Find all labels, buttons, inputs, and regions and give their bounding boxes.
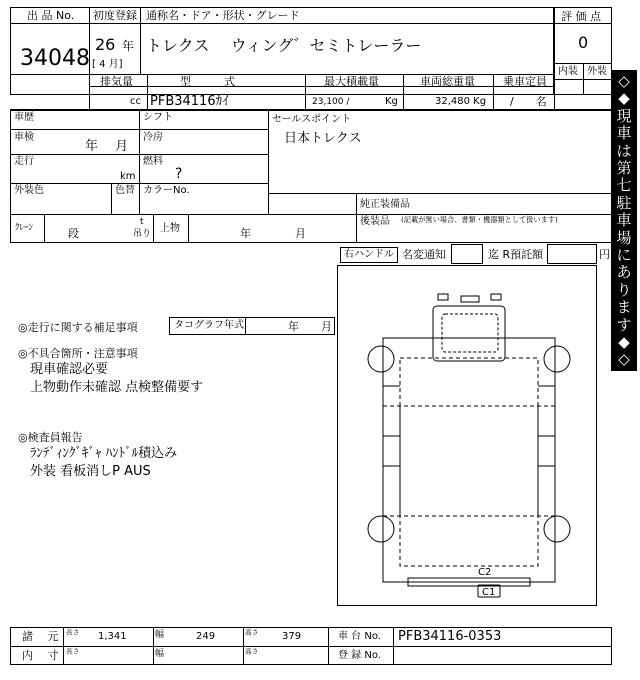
color-no-label: カラーNo. (143, 185, 190, 196)
reg-year: 26 (95, 35, 116, 54)
max-load: 23,100 / (312, 97, 350, 107)
tachograph-label: タコグラフ年式 (174, 320, 244, 331)
sidebar-char: ま (616, 298, 632, 317)
score-label: 評 価 点 (561, 10, 601, 23)
gross-weight: 32,480 Kg (435, 96, 487, 107)
inspector-line-2: 外装 看板消しP AUS (30, 464, 151, 479)
max-load-label: 最大積載量 (324, 75, 379, 88)
lot-number: 34048 (20, 46, 90, 71)
sidebar-char: は (616, 141, 632, 160)
kg-unit: Kg (385, 96, 398, 107)
inspection-value: 年 月 (85, 139, 129, 154)
aircon-label: 冷房 (143, 132, 163, 143)
exterior-color-label: 外装色 (14, 185, 44, 196)
running-notes-label: ◎走行に関する補足事項 (18, 321, 138, 334)
score-value: 0 (578, 33, 589, 52)
width-label: 幅 (155, 630, 165, 640)
inspector-line-1: ﾗﾝﾃﾞｨﾝｸﾞｷﾞｬ ﾊﾝﾄﾞﾙ積込み (30, 446, 178, 461)
exterior-score-label: 外装 (587, 66, 607, 77)
sidebar-char: 第 (616, 159, 632, 177)
deposit-box (547, 244, 597, 264)
sidebar-char: 七 (616, 176, 632, 195)
aftermarket-label: 後装品 (360, 216, 390, 227)
sidebar-char: あ (616, 263, 632, 282)
defect-line-2: 上物動作未確認 点検整備要す (30, 380, 204, 395)
name-change-box (451, 244, 483, 264)
sidebar-char: 場 (616, 228, 632, 247)
defects-label: ◎不具合箇所・注意事項 (18, 347, 138, 360)
crane-label: ｸﾚｰﾝ (15, 223, 34, 233)
displacement-label: 排気量 (100, 75, 133, 88)
sidebar-char: 車 (616, 124, 632, 143)
yen-unit: 円 (599, 248, 610, 261)
location-sidebar (611, 70, 637, 371)
body-year-month: 年 月 (240, 227, 306, 240)
reg-year-unit: 年 (122, 39, 135, 53)
sidebar-char: ◆ (618, 333, 630, 351)
first-reg-label: 初度登録 (93, 9, 137, 22)
height-label: 高さ (245, 629, 259, 637)
inner-width-label: 幅 (155, 649, 165, 659)
sidebar-char: ◇ (618, 72, 630, 90)
cc-unit: cc (130, 96, 141, 107)
length-label: 長さ (66, 629, 80, 637)
sidebar-char: ◆ (618, 89, 630, 108)
sidebar-char: り (616, 280, 632, 299)
interior-score-label: 内装 (558, 66, 578, 77)
reg-month: [ 4 月] (92, 59, 123, 70)
model-code: PFB34116ｶｲ (150, 94, 229, 109)
inner-dims-label: 内 寸 (22, 649, 59, 662)
chassis-number: PFB34116-0353 (398, 629, 502, 644)
km-unit: km (120, 171, 136, 182)
vehicle-name: トレクス ウィング゛セミトレーラー (146, 36, 422, 55)
model-grade-label: 通称名・ドア・形状・グレード (146, 9, 300, 22)
inspection-label: 車検 (14, 132, 34, 143)
defect-line-1: 現車確認必要 (30, 362, 109, 377)
crane-stage: 段 (68, 227, 79, 240)
trailer-outline-icon (338, 266, 596, 605)
inner-height-label: 高さ (245, 648, 259, 656)
sales-point-value: 日本トレクス (284, 131, 362, 146)
aftermarket-note: (記載が無い場合、書類・機器類として扱います) (401, 216, 558, 225)
history-label: 車歴 (14, 112, 34, 123)
color-change-label: 色替 (115, 185, 135, 196)
sidebar-char: 駐 (616, 193, 632, 212)
diagram-mark-c1: C1 (482, 587, 496, 598)
length-value: 1,341 (98, 631, 127, 642)
lot-label: 出 品 No. (27, 9, 75, 22)
name-change-label: 名変通知 (402, 248, 446, 261)
inner-length-label: 長さ (66, 648, 80, 656)
sales-point-label: セールスポイント (272, 114, 352, 125)
body-label: 上物 (160, 223, 180, 234)
height-value: 379 (282, 631, 302, 642)
genuine-equipment-label: 純正装備品 (360, 199, 410, 210)
vehicle-diagram (337, 265, 597, 606)
fuel-label: 燃料 (143, 156, 163, 167)
fuel-value: ? (175, 166, 183, 182)
diagram-mark-c2: C2 (478, 567, 492, 578)
gross-weight-label: 車両総重量 (420, 75, 475, 88)
inspector-label: ◎検査員報告 (18, 431, 83, 444)
crane-lift: 吊り (133, 229, 152, 239)
model-code-label: 型 式 (180, 75, 235, 88)
tachograph-value: 年 月 (288, 320, 332, 333)
sidebar-char: 現 (616, 106, 632, 125)
right-hand-label: 右ハンドル (344, 249, 394, 260)
width-value: 249 (196, 631, 216, 642)
chassis-label: 車 台 No. (338, 631, 381, 642)
sidebar-char: に (616, 246, 632, 264)
sidebar-char: ◇ (618, 350, 630, 369)
registration-label: 登 録 No. (338, 650, 381, 661)
sidebar-char: す (616, 315, 632, 334)
shift-label: シフト (143, 112, 173, 123)
sidebar-char: 車 (616, 211, 632, 230)
capacity-value: / 名 (510, 95, 547, 108)
crane-ton: t (140, 217, 144, 227)
capacity-label: 乗車定員 (503, 75, 547, 88)
deposit-label: 迄 R預託額 (488, 248, 544, 261)
mileage-label: 走行 (14, 156, 34, 167)
dims-label: 諸 元 (22, 630, 59, 643)
